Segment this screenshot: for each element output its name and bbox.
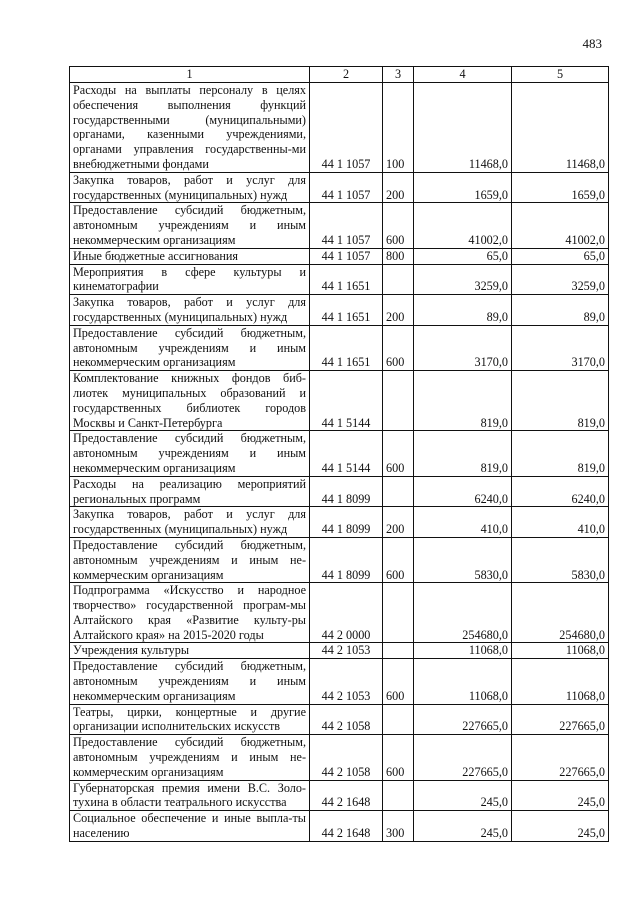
row-amount-cell: 41002,0 [414,203,512,248]
row-amount-cell: 819,0 [414,431,512,476]
row-name-cell: Театры, цирки, концертные и другие организации исполнительских искусств [70,704,310,735]
row-amount-cell: 3259,0 [512,264,609,295]
row-amount-cell: 41002,0 [512,203,609,248]
row-code-cell: 44 1 1651 [310,264,383,295]
row-type-cell [383,704,414,735]
column-header: 4 [414,67,512,83]
row-type-cell: 600 [383,537,414,582]
column-header: 5 [512,67,609,83]
row-amount-cell: 3170,0 [512,325,609,370]
row-amount-cell: 410,0 [414,507,512,538]
budget-table [69,66,609,842]
row-type-cell: 600 [383,659,414,704]
row-type-cell: 200 [383,507,414,538]
row-amount-cell: 1659,0 [414,172,512,203]
row-amount-cell: 819,0 [414,371,512,431]
page-number: 483 [582,36,602,51]
row-amount-cell: 245,0 [414,811,512,842]
row-code-cell: 44 1 5144 [310,431,383,476]
row-code-cell: 44 1 1651 [310,325,383,370]
row-amount-cell: 6240,0 [512,476,609,507]
row-amount-cell: 819,0 [512,431,609,476]
row-name-cell: Закупка товаров, работ и услуг для государственных (муниципальных) нужд [70,295,310,326]
row-type-cell [383,371,414,431]
row-type-cell: 200 [383,295,414,326]
row-code-cell: 44 2 1648 [310,811,383,842]
table-row [70,371,609,431]
row-type-cell: 100 [383,83,414,173]
row-amount-cell: 11468,0 [512,83,609,173]
table-row [70,780,609,811]
table-row [70,643,609,659]
row-code-cell: 44 1 1057 [310,203,383,248]
row-type-cell: 600 [383,325,414,370]
row-amount-cell: 227665,0 [414,735,512,780]
table-row [70,811,609,842]
row-amount-cell: 6240,0 [414,476,512,507]
row-amount-cell: 227665,0 [512,704,609,735]
row-amount-cell: 11068,0 [512,659,609,704]
row-type-cell [383,476,414,507]
row-type-cell: 300 [383,811,414,842]
row-amount-cell: 245,0 [512,811,609,842]
row-amount-cell: 5830,0 [512,537,609,582]
row-type-cell: 600 [383,431,414,476]
row-name-cell: Мероприятия в сфере культуры и кинематографии [70,264,310,295]
row-code-cell: 44 2 0000 [310,583,383,643]
table-row [70,735,609,780]
table-row [70,537,609,582]
row-code-cell: 44 1 1057 [310,248,383,264]
row-amount-cell: 89,0 [414,295,512,326]
table-row [70,659,609,704]
row-amount-cell: 254680,0 [512,583,609,643]
table-row [70,203,609,248]
row-type-cell [383,583,414,643]
row-code-cell: 44 1 8099 [310,476,383,507]
row-code-cell: 44 2 1058 [310,704,383,735]
row-amount-cell: 89,0 [512,295,609,326]
table-row [70,264,609,295]
row-name-cell: Расходы на выплаты персоналу в целях обеспечения выполнения функций государственными (муниципальными) органами, казенными учреждениями, органами управления государственны-ми внебюджетными фондами [70,83,310,173]
row-name-cell: Предоставление субсидий бюджетным, автономным учреждениям и иным не-коммерческим организациям [70,537,310,582]
row-type-cell [383,780,414,811]
row-code-cell: 44 1 5144 [310,371,383,431]
row-name-cell: Предоставление субсидий бюджетным, автономным учреждениям и иным некоммерческим организациям [70,431,310,476]
table-row [70,704,609,735]
row-amount-cell: 410,0 [512,507,609,538]
table-row [70,325,609,370]
row-type-cell [383,264,414,295]
row-code-cell: 44 2 1053 [310,643,383,659]
row-name-cell: Учреждения культуры [70,643,310,659]
row-amount-cell: 3170,0 [414,325,512,370]
row-name-cell: Предоставление субсидий бюджетным, автономным учреждениям и иным некоммерческим организациям [70,659,310,704]
row-type-cell: 600 [383,203,414,248]
column-header: 2 [310,67,383,83]
row-amount-cell: 11068,0 [414,643,512,659]
row-code-cell: 44 1 1057 [310,83,383,173]
row-amount-cell: 11068,0 [512,643,609,659]
row-name-cell: Закупка товаров, работ и услуг для государственных (муниципальных) нужд [70,507,310,538]
table-row [70,476,609,507]
row-amount-cell: 819,0 [512,371,609,431]
table-body [70,83,609,842]
table-header-row [70,67,609,83]
table-row [70,83,609,173]
row-name-cell: Губернаторская премия имени В.С. Золо-тухина в области театрального искусства [70,780,310,811]
row-amount-cell: 3259,0 [414,264,512,295]
row-name-cell: Предоставление субсидий бюджетным, автономным учреждениям и иным некоммерческим организациям [70,203,310,248]
row-code-cell: 44 1 1651 [310,295,383,326]
row-amount-cell: 5830,0 [414,537,512,582]
column-header: 3 [383,67,414,83]
row-code-cell: 44 1 1057 [310,172,383,203]
row-name-cell: Предоставление субсидий бюджетным, автономным учреждениям и иным некоммерческим организациям [70,325,310,370]
table-row [70,431,609,476]
row-amount-cell: 65,0 [414,248,512,264]
table-row [70,248,609,264]
row-code-cell: 44 1 8099 [310,507,383,538]
row-code-cell: 44 2 1058 [310,735,383,780]
row-code-cell: 44 2 1648 [310,780,383,811]
row-name-cell: Социальное обеспечение и иные выпла-ты населению [70,811,310,842]
row-name-cell: Расходы на реализацию мероприятий региональных программ [70,476,310,507]
table-row [70,507,609,538]
row-type-cell: 200 [383,172,414,203]
row-amount-cell: 65,0 [512,248,609,264]
row-type-cell: 600 [383,735,414,780]
row-name-cell: Предоставление субсидий бюджетным, автономным учреждениям и иным не-коммерческим организациям [70,735,310,780]
row-type-cell: 800 [383,248,414,264]
row-amount-cell: 254680,0 [414,583,512,643]
row-amount-cell: 245,0 [512,780,609,811]
row-amount-cell: 245,0 [414,780,512,811]
row-amount-cell: 227665,0 [414,704,512,735]
row-type-cell [383,643,414,659]
column-header: 1 [70,67,310,83]
row-code-cell: 44 2 1053 [310,659,383,704]
table-row [70,172,609,203]
row-name-cell: Иные бюджетные ассигнования [70,248,310,264]
row-name-cell: Комплектование книжных фондов биб-лиотек муниципальных образований и государственных библиотек городов Москвы и Санкт-Петербурга [70,371,310,431]
row-code-cell: 44 1 8099 [310,537,383,582]
table-row [70,295,609,326]
row-amount-cell: 11068,0 [414,659,512,704]
row-amount-cell: 1659,0 [512,172,609,203]
row-amount-cell: 11468,0 [414,83,512,173]
row-amount-cell: 227665,0 [512,735,609,780]
table-row [70,583,609,643]
row-name-cell: Подпрограмма «Искусство и народное творчество» государственной програм-мы Алтайского края «Развитие культу-ры Алтайского края» на 2015-2020 годы [70,583,310,643]
row-name-cell: Закупка товаров, работ и услуг для государственных (муниципальных) нужд [70,172,310,203]
